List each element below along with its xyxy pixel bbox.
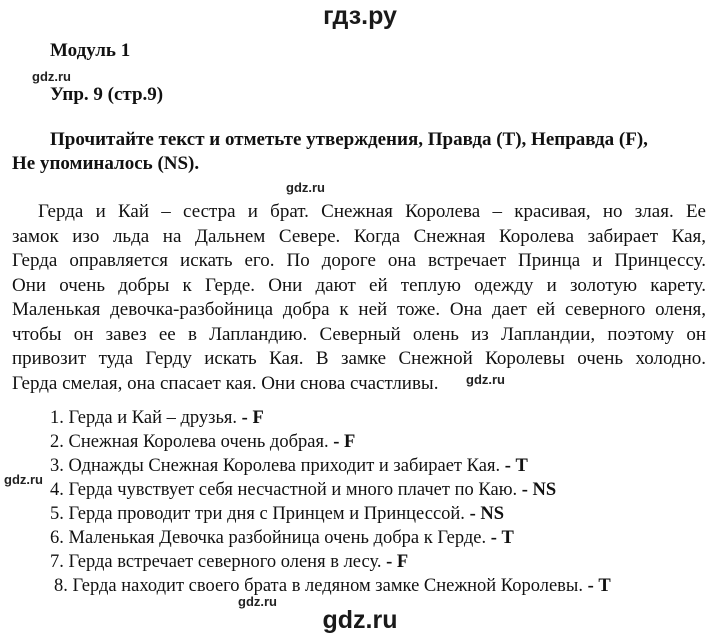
statement-text: 1. Герда и Кай – друзья. bbox=[50, 408, 238, 428]
statement-answer: - T bbox=[490, 528, 514, 548]
list-item bbox=[50, 550, 611, 574]
statement-text: 2. Снежная Королева очень добрая. bbox=[50, 432, 329, 452]
list-item bbox=[50, 454, 611, 478]
paragraph-line: Герда и Кай – сестра и брат. Снежная Королева – красивая, но злая. Ее bbox=[38, 201, 706, 222]
list-item bbox=[50, 430, 611, 454]
statement-answer: - F bbox=[386, 552, 409, 572]
statement-answer: - T bbox=[587, 576, 611, 596]
paragraph-line: Герда оправляется искать его. По дороге она встречает Принца и Принцессу. bbox=[12, 250, 706, 271]
statement-answer: - NS bbox=[521, 480, 557, 500]
statements-list bbox=[50, 406, 611, 598]
watermark: gdz.ru bbox=[238, 594, 277, 609]
site-logo-top: гдз.ру bbox=[323, 2, 397, 30]
statement-answer: - NS bbox=[469, 504, 504, 524]
exercise-title: Упр. 9 (стр.9) bbox=[50, 84, 164, 105]
statement-text: 7. Герда встречает северного оленя в лесу. bbox=[50, 552, 382, 572]
statement-answer: - F bbox=[241, 408, 264, 428]
story-paragraph bbox=[12, 200, 706, 396]
paragraph-line: привозит туда Герду искать Кая. В замке Снежной Королевы очень холодно. bbox=[12, 348, 706, 369]
list-item bbox=[50, 574, 611, 598]
watermark: gdz.ru bbox=[32, 69, 71, 84]
list-item bbox=[50, 502, 611, 526]
paragraph-line: Они очень добры к Герде. Они дают ей теплую одежду и золотую карету. bbox=[12, 274, 706, 296]
statement-answer: - F bbox=[333, 432, 356, 452]
task-instruction-line-1: Прочитайте текст и отметьте утверждения, Правда (T), Неправда (F), bbox=[50, 129, 648, 150]
statement-text: 3. Однажды Снежная Королева приходит и забирает Кая. bbox=[50, 456, 501, 476]
statement-text: 5. Герда проводит три дня с Принцем и Принцессой. bbox=[50, 504, 465, 524]
paragraph-line: чтобы он завез ее в Лапландию. Северный олень из Лапландии, поэтому он bbox=[12, 323, 706, 345]
paragraph-line: Маленькая девочка-разбойница добра к ней тоже. Она дает ей северного оленя, bbox=[12, 299, 706, 320]
watermark: gdz.ru bbox=[466, 372, 505, 387]
list-item bbox=[50, 526, 611, 550]
paragraph-line: замок изо льда на Дальнем Севере. Когда Снежная Королева забирает Кая, bbox=[12, 225, 706, 247]
list-item bbox=[50, 478, 611, 502]
task-instruction-line-2: Не упоминалось (NS). bbox=[12, 153, 200, 174]
statement-answer: - T bbox=[504, 456, 528, 476]
paragraph-line: Герда смелая, она спасает кая. Они снова счастливы. bbox=[12, 372, 439, 394]
statement-text: 8. Герда находит своего брата в ледяном замке Снежной Королевы. bbox=[54, 576, 583, 596]
list-item bbox=[50, 406, 611, 430]
statement-text: 4. Герда чувствует себя несчастной и много плачет по Каю. bbox=[50, 480, 518, 500]
watermark: gdz.ru bbox=[4, 472, 43, 487]
watermark: gdz.ru bbox=[286, 180, 325, 195]
statement-text: 6. Маленькая Девочка разбойница очень добра к Герде. bbox=[50, 528, 487, 548]
module-title: Модуль 1 bbox=[50, 40, 131, 61]
site-logo-bottom: gdz.ru bbox=[322, 606, 398, 634]
